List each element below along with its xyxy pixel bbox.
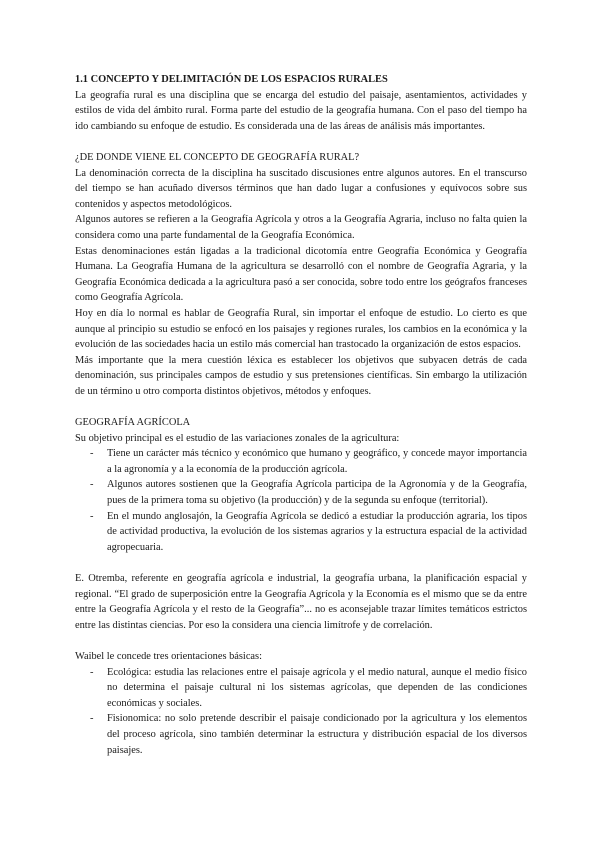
list-item-text: Algunos autores sostienen que la Geografía Agrícola participa de la Agronomía y de la Geografía, pues de la primera toma su objetivo (la producción) y de la segunda su enfoque (territorial). <box>107 479 527 507</box>
list-item-text: Ecológica: estudia las relaciones entre el paisaje agrícola y el medio natural, aunque el medio físico no determina el paisaje cultural ni los sistemas agrícolas, que dependen de las condiciones económicas y sociales. <box>107 666 527 709</box>
bullet-dash: - <box>90 510 94 522</box>
list-item <box>75 477 527 508</box>
agricola-lead: Su objetivo principal es el estudio de las variaciones zonales de la agricultura: <box>75 432 400 444</box>
bullet-dash: - <box>90 479 94 491</box>
spacer <box>75 399 527 415</box>
waibel-lead: Waibel le concede tres orientaciones básicas: <box>75 650 262 662</box>
spacer <box>75 555 527 571</box>
spacer <box>75 633 527 649</box>
origin-paragraph: Hoy en día lo normal es hablar de Geografía Rural, sin importar el enfoque de estudio. Lo cierto es que aunque al principio su estudio se enfocó en los paisajes y regiones rurales, los cambios en la económica y la evolución de las sociedades hacia un estilo más comercial han trastocado la organización de estos espacios. <box>75 307 527 351</box>
list-item <box>75 711 527 758</box>
origin-paragraph: Más importante que la mera cuestión léxica es establecer los objetivos que subyacen detrás de cada denominación, sus principales campos de estudio y sus pretensiones científicas. Sin embargo la utilización de un término u otro comporta distintos objetivos, métodos y enfoques. <box>75 354 527 397</box>
bullet-dash: - <box>90 713 94 725</box>
section-title: 1.1 CONCEPTO Y DELIMITACIÓN DE LOS ESPACIOS RURALES <box>75 74 388 85</box>
agricola-list <box>75 446 527 555</box>
list-item <box>75 509 527 556</box>
bullet-dash: - <box>90 666 94 678</box>
list-item <box>75 446 527 477</box>
bullet-dash: - <box>90 448 94 460</box>
page-content <box>75 72 527 758</box>
list-item <box>75 665 527 712</box>
origin-paragraph: Estas denominaciones están ligadas a la tradicional dicotomía entre Geografía Económica y Geografía Humana. La Geografía Humana de la agricultura se desarrolló con el nombre de Geografía Agraria, y la Geografía Económica dedicada a la agricultura pasó a ser conocida, sobre todo entre los geógrafos franceses como Geografía Agrícola. <box>75 245 527 304</box>
origin-paragraph: La denominación correcta de la disciplina ha suscitado discusiones entre algunos autores. En el transcurso del tiempo se han acuñado diversos términos que han dado lugar a confusiones y equívocos sobre sus contenidos y aspectos metodológicos. <box>75 167 527 210</box>
origin-title: ¿DE DONDE VIENE EL CONCEPTO DE GEOGRAFÍA RURAL? <box>75 151 360 163</box>
list-item-text: En el mundo anglosajón, la Geografía Agrícola se dedicó a estudiar la producción agraria, los tipos de actividad productiva, la evolución de los sistemas agrarios y la estructura espacial de la actividad agropecuaria. <box>107 510 527 553</box>
intro-paragraph: La geografía rural es una disciplina que se encarga del estudio del paisaje, asentamientos, actividades y estilos de vida del ámbito rural. Forma parte del estudio de la geografía humana. Con el paso del tiempo ha ido cambiando su enfoque de estudio. Es considerada una de las áreas de análisis más importantes. <box>75 89 527 132</box>
spacer <box>75 134 527 150</box>
otremba-paragraph: E. Otremba, referente en geografía agrícola e industrial, la geografía urbana, la planificación espacial y regional. “El grado de superposición entre la Geografía Agrícola y la Economía es el mismo que se da entre entre la Geografía Agrícola y el resto de la Geografía”... no es aconsejable trazar límites temáticos estrictos entre las distintas ciencias. Por eso la considera una ciencia limítrofe y de correlación. <box>75 573 527 631</box>
list-item-text: Fisionomica: no solo pretende describir el paisaje condicionado por la agricultura y los elementos del proceso agrícola, sino también determinar la estructura y distribución espacial de los diversos paisajes. <box>107 713 527 756</box>
agricola-title: GEOGRAFÍA AGRÍCOLA <box>75 417 191 429</box>
waibel-list <box>75 665 527 759</box>
list-item-text: Tiene un carácter más técnico y económico que humano y geográfico, y concede mayor importancia a la agronomía y a la economía de la producción agrícola. <box>107 448 527 475</box>
origin-paragraph: Algunos autores se refieren a la Geografía Agrícola y otros a la Geografía Agraria, incluso no falta quien la considera como una parte fundamental de la Geografía Económica. <box>75 214 527 241</box>
